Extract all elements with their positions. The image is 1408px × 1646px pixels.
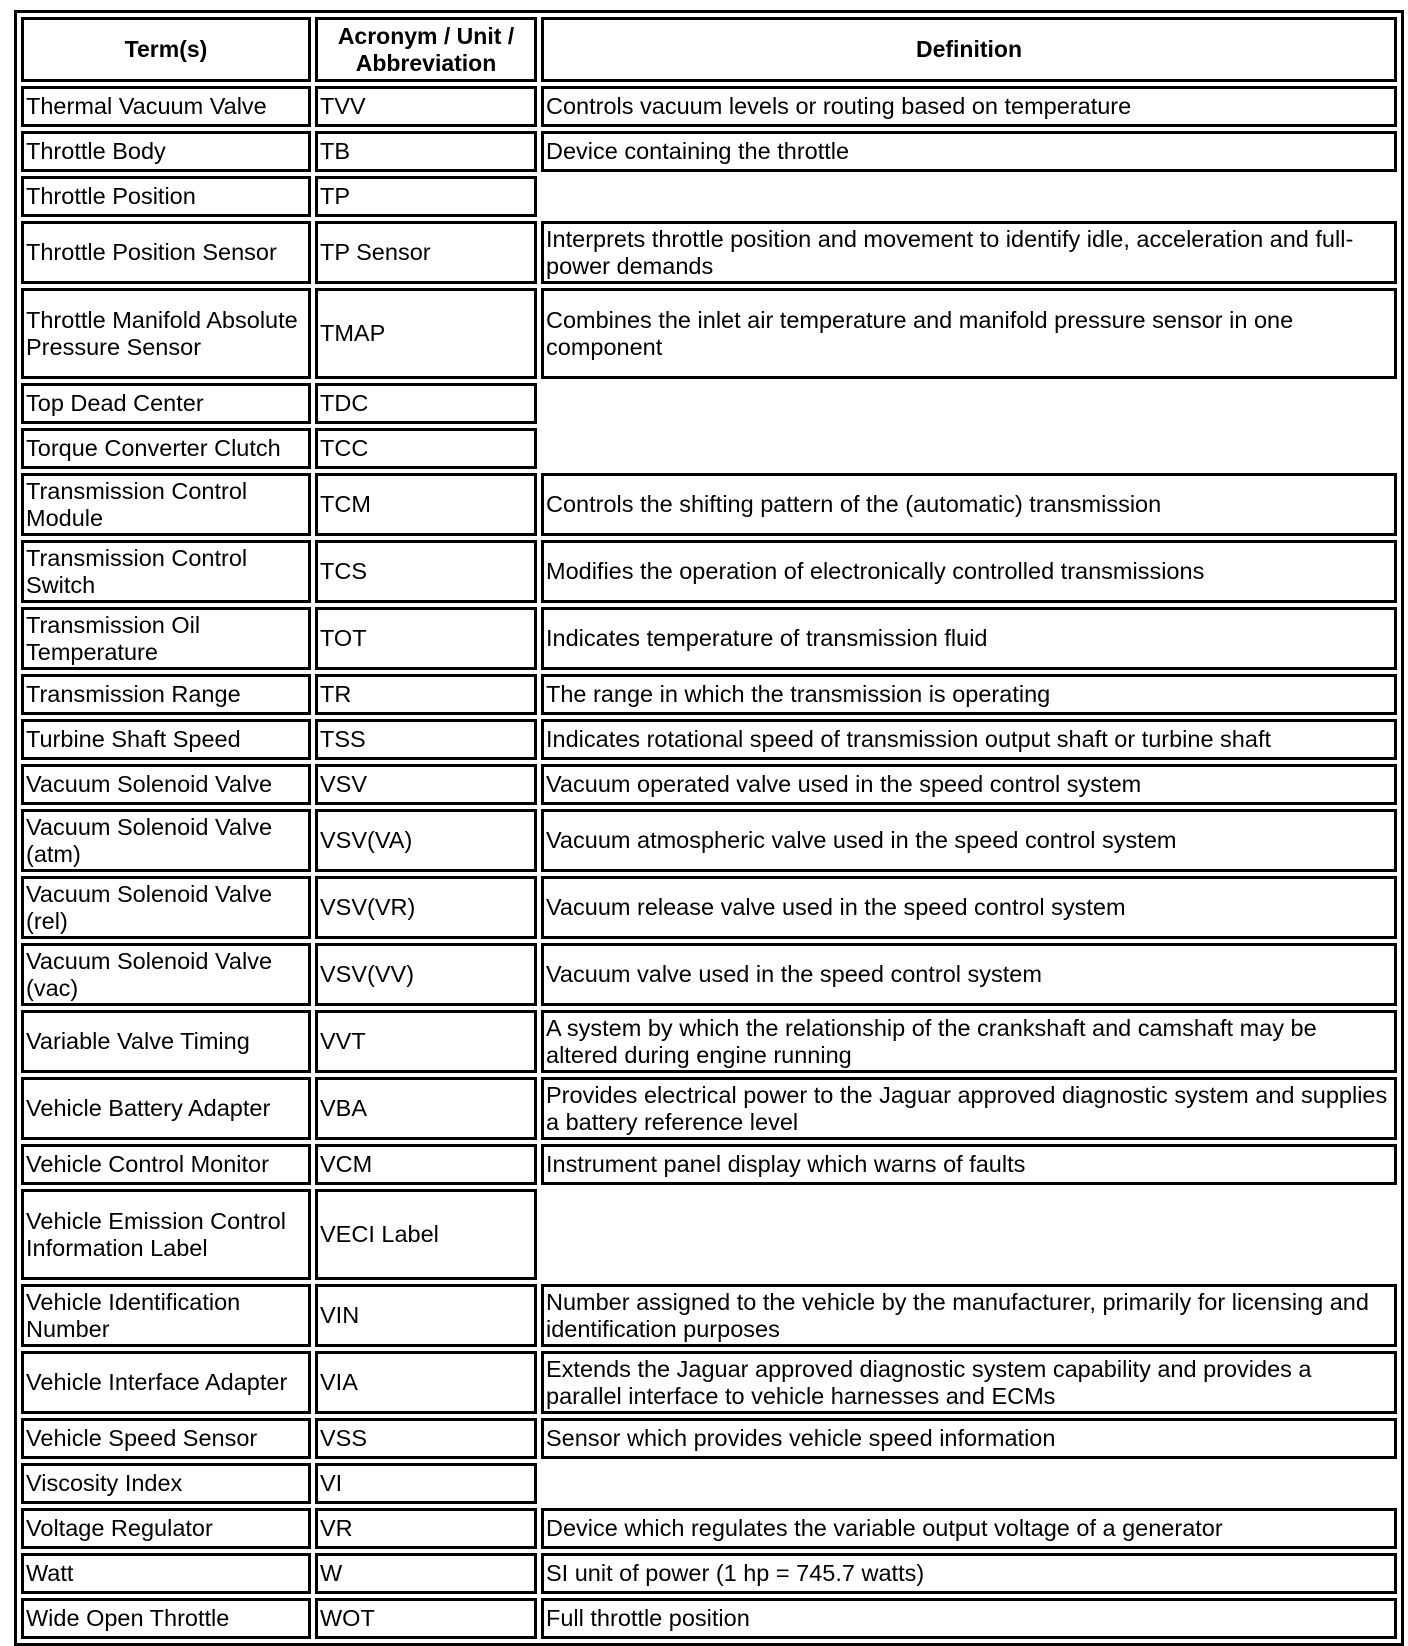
table-row — [21, 1010, 1397, 1073]
acronym-cell: TP — [315, 176, 537, 217]
definition-cell — [541, 1189, 1397, 1280]
acronym-cell: VSS — [315, 1418, 537, 1459]
table-row — [21, 86, 1397, 127]
acronym-cell: TCC — [315, 428, 537, 469]
acronym-cell: TR — [315, 674, 537, 715]
table-row — [21, 1418, 1397, 1459]
header-acronym — [315, 17, 537, 82]
term-cell: Vehicle Emission Control Information Label — [21, 1189, 311, 1280]
acronym-cell: VSV(VV) — [315, 943, 537, 1006]
acronym-cell: VSV(VR) — [315, 876, 537, 939]
table-row — [21, 288, 1397, 379]
table-row — [21, 1351, 1397, 1414]
term-cell: Vehicle Battery Adapter — [21, 1077, 311, 1140]
table-row — [21, 719, 1397, 760]
table-row — [21, 131, 1397, 172]
definition-cell: Modifies the operation of electronically controlled transmissions — [541, 540, 1397, 603]
definition-cell: Combines the inlet air temperature and manifold pressure sensor in one component — [541, 288, 1397, 379]
header-row — [21, 17, 1397, 82]
table-row — [21, 1598, 1397, 1639]
definition-cell: Instrument panel display which warns of faults — [541, 1144, 1397, 1185]
term-cell: Vacuum Solenoid Valve (rel) — [21, 876, 311, 939]
table-row — [21, 764, 1397, 805]
term-cell: Throttle Manifold Absolute Pressure Sensor — [21, 288, 311, 379]
acronym-cell: WOT — [315, 1598, 537, 1639]
term-cell: Transmission Control Switch — [21, 540, 311, 603]
table-row — [21, 428, 1397, 469]
table-row — [21, 383, 1397, 424]
term-cell: Throttle Position Sensor — [21, 221, 311, 284]
definition-cell: Number assigned to the vehicle by the manufacturer, primarily for licensing and identification purposes — [541, 1284, 1397, 1347]
acronym-cell: TMAP — [315, 288, 537, 379]
acronym-cell: W — [315, 1553, 537, 1594]
definition-cell: Full throttle position — [541, 1598, 1397, 1639]
table-row — [21, 221, 1397, 284]
definition-cell — [541, 176, 1397, 217]
acronym-cell: TVV — [315, 86, 537, 127]
definition-cell: Indicates rotational speed of transmission output shaft or turbine shaft — [541, 719, 1397, 760]
table-row — [21, 674, 1397, 715]
definition-cell — [541, 1463, 1397, 1504]
table-row — [21, 809, 1397, 872]
table-row — [21, 1284, 1397, 1347]
definition-cell: Vacuum atmospheric valve used in the speed control system — [541, 809, 1397, 872]
table-row — [21, 1553, 1397, 1594]
definition-cell: Extends the Jaguar approved diagnostic system capability and provides a parallel interface to vehicle harnesses and ECMs — [541, 1351, 1397, 1414]
acronym-cell: TCM — [315, 473, 537, 536]
term-cell: Torque Converter Clutch — [21, 428, 311, 469]
definition-cell: Sensor which provides vehicle speed information — [541, 1418, 1397, 1459]
definition-cell: Interprets throttle position and movement to identify idle, acceleration and full-power demands — [541, 221, 1397, 284]
acronym-cell: TB — [315, 131, 537, 172]
acronym-cell: TOT — [315, 607, 537, 670]
table-row — [21, 540, 1397, 603]
acronym-cell: VECI Label — [315, 1189, 537, 1280]
acronym-cell: VIN — [315, 1284, 537, 1347]
definition-cell: SI unit of power (1 hp = 745.7 watts) — [541, 1553, 1397, 1594]
definition-cell: Device which regulates the variable output voltage of a generator — [541, 1508, 1397, 1549]
acronym-cell: VR — [315, 1508, 537, 1549]
header-acronym-line2: Abbreviation — [355, 49, 497, 76]
definition-cell: Device containing the throttle — [541, 131, 1397, 172]
glossary-page — [14, 10, 1404, 1646]
table-row — [21, 876, 1397, 939]
table-row — [21, 943, 1397, 1006]
acronym-cell: VI — [315, 1463, 537, 1504]
definition-cell: Vacuum operated valve used in the speed control system — [541, 764, 1397, 805]
definition-cell: Controls vacuum levels or routing based on temperature — [541, 86, 1397, 127]
term-cell: Viscosity Index — [21, 1463, 311, 1504]
definition-cell: Indicates temperature of transmission fluid — [541, 607, 1397, 670]
acronym-cell: VSV — [315, 764, 537, 805]
term-cell: Top Dead Center — [21, 383, 311, 424]
header-acronym-line1: Acronym / Unit / — [337, 22, 515, 49]
term-cell: Transmission Range — [21, 674, 311, 715]
header-definition: Definition — [541, 17, 1397, 82]
term-cell: Vehicle Identification Number — [21, 1284, 311, 1347]
term-cell: Vehicle Control Monitor — [21, 1144, 311, 1185]
term-cell: Transmission Control Module — [21, 473, 311, 536]
table-row — [21, 176, 1397, 217]
acronym-cell: VIA — [315, 1351, 537, 1414]
term-cell: Turbine Shaft Speed — [21, 719, 311, 760]
term-cell: Throttle Position — [21, 176, 311, 217]
term-cell: Variable Valve Timing — [21, 1010, 311, 1073]
glossary-table — [14, 10, 1404, 1646]
header-term: Term(s) — [21, 17, 311, 82]
table-row — [21, 473, 1397, 536]
term-cell: Wide Open Throttle — [21, 1598, 311, 1639]
term-cell: Throttle Body — [21, 131, 311, 172]
acronym-cell: TSS — [315, 719, 537, 760]
acronym-cell: TP Sensor — [315, 221, 537, 284]
table-row — [21, 1077, 1397, 1140]
table-row — [21, 1508, 1397, 1549]
term-cell: Vehicle Speed Sensor — [21, 1418, 311, 1459]
acronym-cell: TDC — [315, 383, 537, 424]
term-cell: Watt — [21, 1553, 311, 1594]
term-cell: Thermal Vacuum Valve — [21, 86, 311, 127]
term-cell: Vacuum Solenoid Valve — [21, 764, 311, 805]
definition-cell: Controls the shifting pattern of the (automatic) transmission — [541, 473, 1397, 536]
term-cell: Voltage Regulator — [21, 1508, 311, 1549]
definition-cell: The range in which the transmission is operating — [541, 674, 1397, 715]
definition-cell — [541, 428, 1397, 469]
definition-cell: Vacuum release valve used in the speed control system — [541, 876, 1397, 939]
term-cell: Transmission Oil Temperature — [21, 607, 311, 670]
definition-cell: Provides electrical power to the Jaguar approved diagnostic system and supplies a battery reference level — [541, 1077, 1397, 1140]
definition-cell — [541, 383, 1397, 424]
term-cell: Vacuum Solenoid Valve (vac) — [21, 943, 311, 1006]
table-row — [21, 1144, 1397, 1185]
table-row — [21, 1189, 1397, 1280]
table-row — [21, 607, 1397, 670]
table-row — [21, 1463, 1397, 1504]
acronym-cell: VSV(VA) — [315, 809, 537, 872]
acronym-cell: VBA — [315, 1077, 537, 1140]
term-cell: Vehicle Interface Adapter — [21, 1351, 311, 1414]
acronym-cell: TCS — [315, 540, 537, 603]
term-cell: Vacuum Solenoid Valve (atm) — [21, 809, 311, 872]
acronym-cell: VCM — [315, 1144, 537, 1185]
definition-cell: A system by which the relationship of the crankshaft and camshaft may be altered during engine running — [541, 1010, 1397, 1073]
acronym-cell: VVT — [315, 1010, 537, 1073]
definition-cell: Vacuum valve used in the speed control system — [541, 943, 1397, 1006]
